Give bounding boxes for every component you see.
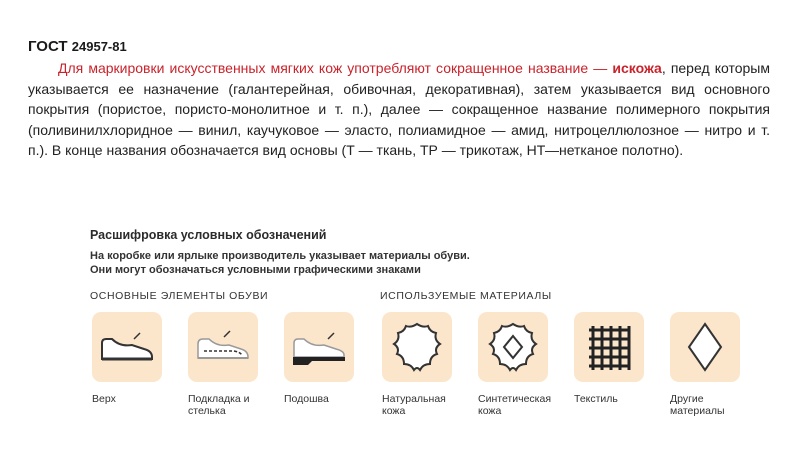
gost-number: 24957-81 bbox=[71, 39, 127, 54]
highlight-term: искожа bbox=[612, 60, 662, 76]
card-upper bbox=[92, 312, 162, 382]
shoe-lining-icon bbox=[194, 327, 252, 367]
card-natural-leather bbox=[382, 312, 452, 382]
label-sole: Подошва bbox=[284, 393, 329, 405]
diamond-icon bbox=[685, 320, 725, 374]
gost-word: ГОСТ bbox=[28, 38, 68, 55]
card-lining bbox=[188, 312, 258, 382]
shoe-upper-icon bbox=[98, 327, 156, 367]
paragraph-part-2: , перед которым указывается ее назначение (галантерейная, обивочная, декоративная), затем указывается вид основного покрытия (пористое, пористо-монолитное и т. п.), далее — сокращенное название полимерного покрытия (поливинилхлоридное — винил, каучуковое — эласто, полиамидное — амид, нитроцеллюлозное — нитро и т. п.). В конце названия обозначается вид основы (Т — ткань, ТР — трикотаж, НТ—нетканое полотно). bbox=[28, 60, 770, 158]
card-sole bbox=[284, 312, 354, 382]
legend-subtitle bbox=[90, 250, 570, 277]
label-synthetic-leather: Синтетическая кожа bbox=[478, 393, 552, 417]
legend-infographic bbox=[90, 228, 780, 443]
card-other-materials bbox=[670, 312, 740, 382]
section-materials: ИСПОЛЬЗУЕМЫЕ МАТЕРИАЛЫ bbox=[380, 290, 552, 302]
paragraph-part-1: Для маркировки искусственных мягких кож употребляют сокращенное название — bbox=[58, 60, 613, 76]
shoe-sole-icon bbox=[290, 327, 348, 367]
label-upper: Верх bbox=[92, 393, 116, 405]
card-textile bbox=[574, 312, 644, 382]
label-other-materials: Другие материалы bbox=[670, 393, 725, 417]
label-natural-leather: Натуральная кожа bbox=[382, 393, 446, 417]
leather-hide-icon bbox=[390, 320, 444, 374]
legend-title: Расшифровка условных обозначений bbox=[90, 228, 327, 242]
legend-subtitle-line-2: Они могут обозначаться условными графическими знаками bbox=[90, 263, 421, 276]
synthetic-leather-icon bbox=[486, 320, 540, 374]
label-lining: Подкладка и стелька bbox=[188, 393, 250, 417]
legend-subtitle-line-1: На коробке или ярлыке производитель указывает материалы обуви. bbox=[90, 250, 470, 262]
textile-weave-icon bbox=[584, 322, 634, 372]
section-shoe-elements: ОСНОВНЫЕ ЭЛЕМЕНТЫ ОБУВИ bbox=[90, 290, 269, 302]
gost-heading bbox=[28, 38, 127, 55]
label-textile: Текстиль bbox=[574, 393, 618, 405]
description-paragraph bbox=[28, 58, 770, 161]
card-synthetic-leather bbox=[478, 312, 548, 382]
